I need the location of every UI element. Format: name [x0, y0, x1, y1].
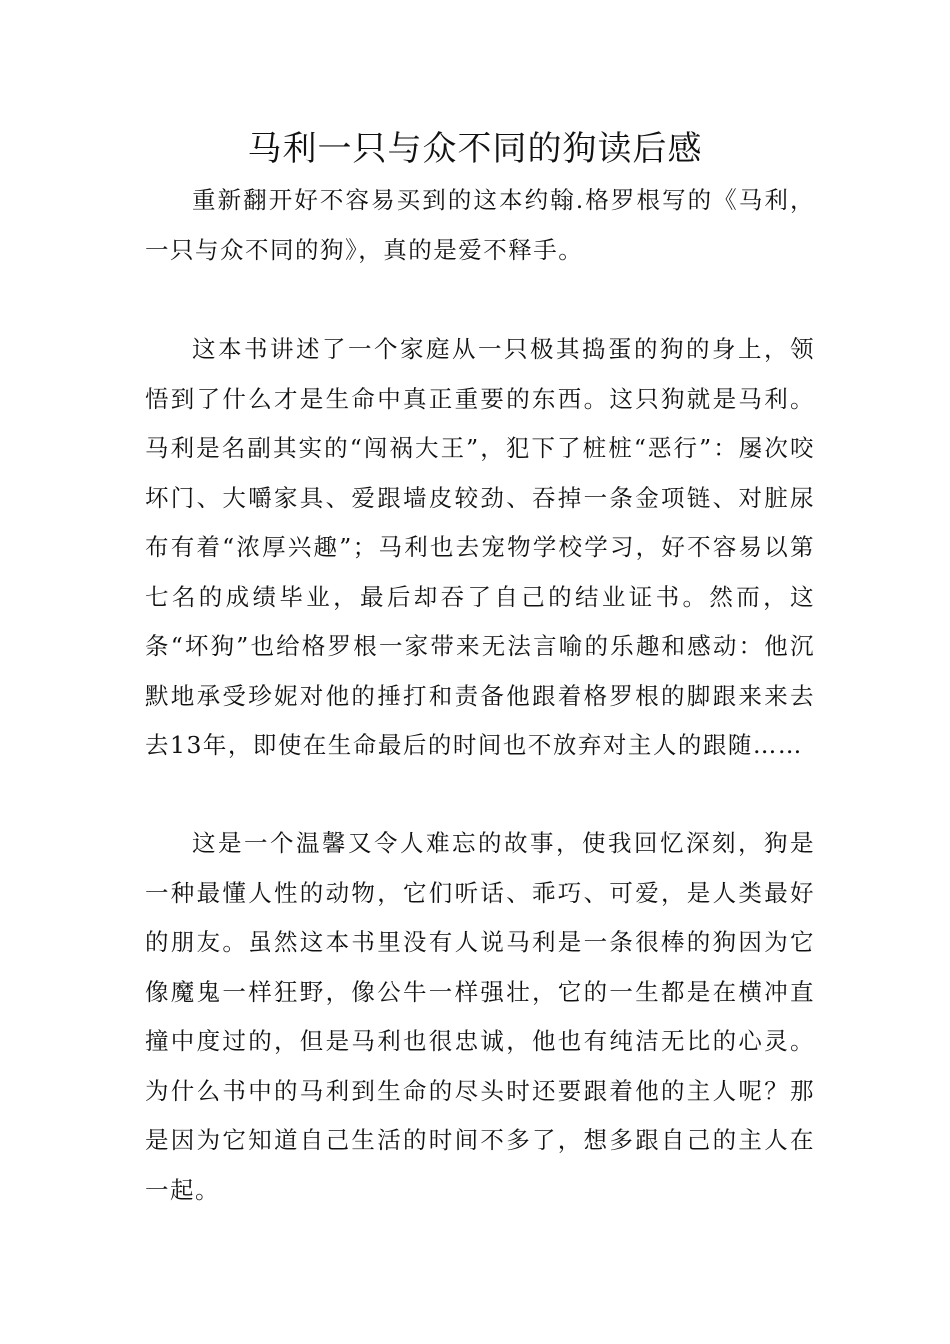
- paragraph-3: 这是一个温馨又令人难忘的故事，使我回忆深刻，狗是一种最懂人性的动物，它们听话、乖巧、可爱，是人类最好的朋友。虽然这本书里没有人说马利是一条很棒的狗因为它像魔鬼一样狂野，像公牛一样强壮，它的一生都是在横冲直撞中度过的，但是马利也很忠诚，他也有纯洁无比的心灵。为什么书中的马利到生命的尽头时还要跟着他的主人呢？那是因为它知道自己生活的时间不多了，想多跟自己的主人在一起。: [145, 829, 815, 1204]
- paragraph-1-block: [145, 176, 815, 275]
- paragraph-3-block: [145, 819, 815, 1215]
- paragraph-1: 重新翻开好不容易买到的这本约翰.格罗根写的《马利，一只与众不同的狗》，真的是爱不释手。: [145, 186, 815, 264]
- document-title: 马利一只与众不同的狗读后感: [247, 129, 703, 169]
- paragraph-2: 这本书讲述了一个家庭从一只极其捣蛋的狗的身上，领悟到了什么才是生命中真正重要的东西。这只狗就是马利。马利是名副其实的“闯祸大王”，犯下了桩桩“恶行”：屡次咬坏门、大嚼家具、爱跟墙皮较劲、吞掉一条金项链、对脏尿布有着“浓厚兴趣”；马利也去宠物学校学习，好不容易以第七名的成绩毕业，最后却吞了自己的结业证书。然而，这条“坏狗”也给格罗根一家带来无法言喻的乐趣和感动：他沉默地承受珍妮对他的捶打和责备他跟着格罗根的脚跟来来去去13年，即使在生命最后的时间也不放弃对主人的跟随……: [145, 335, 815, 759]
- paragraph-2-block: [145, 325, 815, 771]
